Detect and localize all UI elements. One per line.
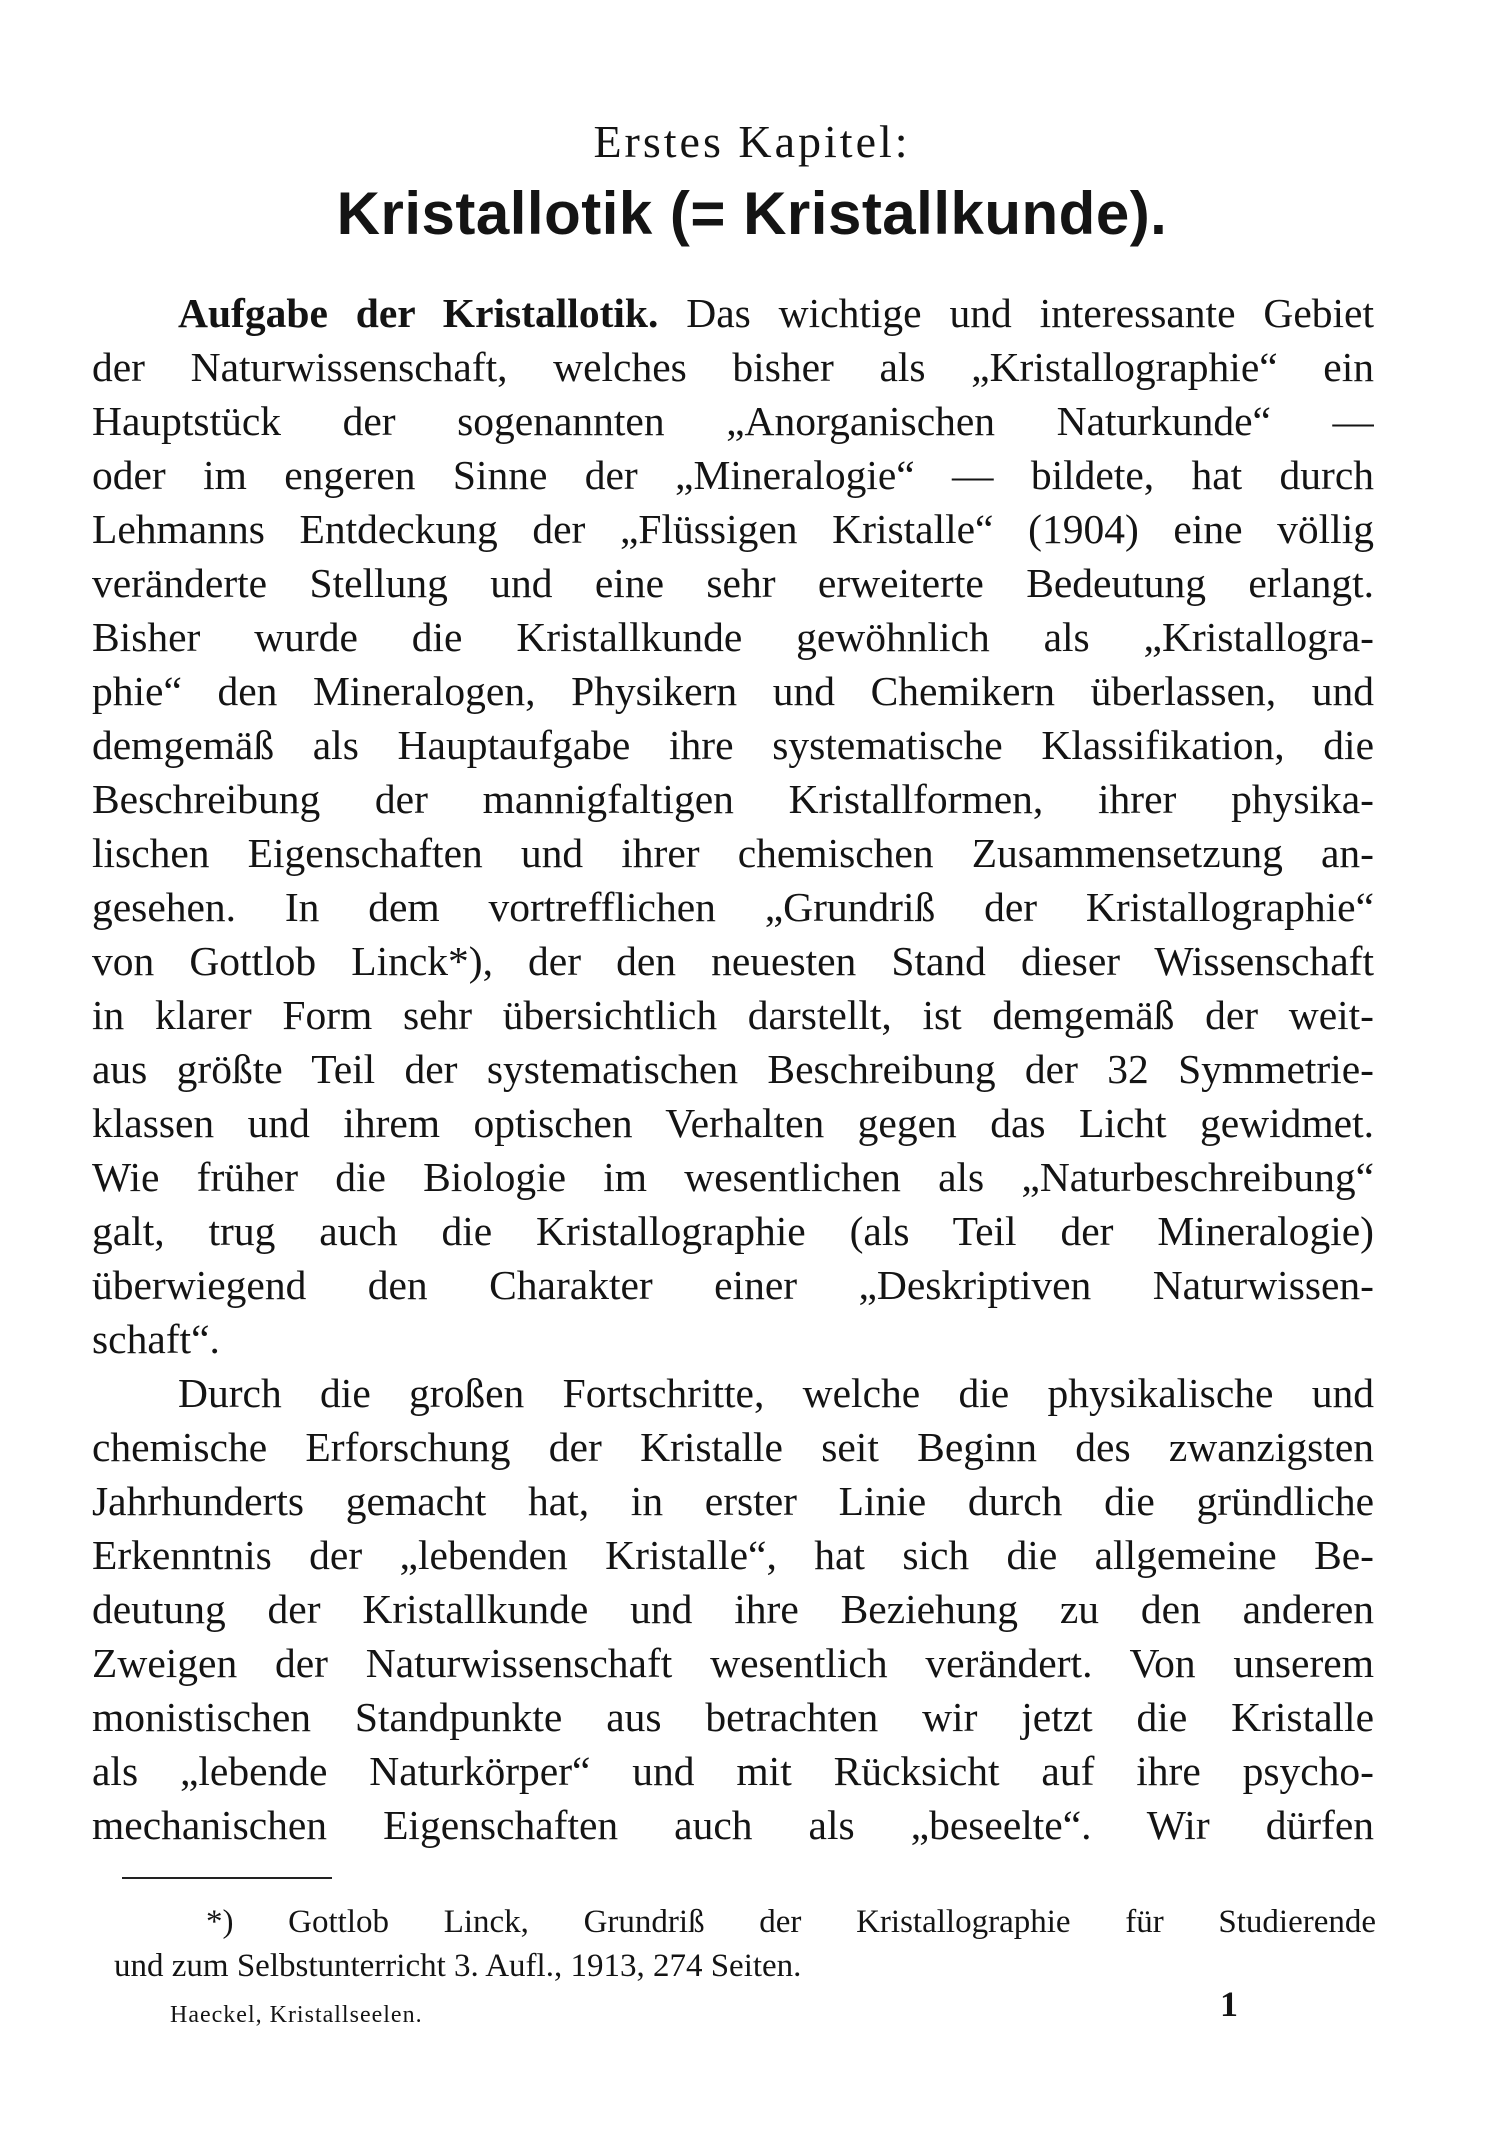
paragraph-1-line: veränderte Stellung und eine sehr erweiterte Bedeutung erlangt.	[92, 560, 1374, 606]
footnote-rule	[122, 1877, 332, 1879]
paragraph-2-line: als „lebende Naturkörper“ und mit Rücksicht auf ihre psycho-	[92, 1748, 1374, 1794]
paragraph-1-line: von Gottlob Linck*), der den neuesten Stand dieser Wissenschaft	[92, 938, 1374, 984]
paragraph-1-line: Wie früher die Biologie im wesentlichen als „Naturbeschreibung“	[92, 1154, 1374, 1200]
paragraph-1-line-1	[178, 286, 1374, 340]
paragraph-2-line: chemische Erforschung der Kristalle seit Beginn des zwanzigsten	[92, 1424, 1374, 1470]
paragraph-1-line-1-rest: Das wichtige und interessante Gebiet	[658, 290, 1374, 336]
paragraph-2-line: Jahrhunderts gemacht hat, in erster Linie durch die gründliche	[92, 1478, 1374, 1524]
paragraph-1-line: galt, trug auch die Kristallographie (als Teil der Mineralogie)	[92, 1208, 1374, 1254]
chapter-title: Kristallotik (= Kristallkunde).	[336, 180, 1168, 247]
paragraph-2-line: mechanischen Eigenschaften auch als „beseelte“. Wir dürfen	[92, 1802, 1374, 1848]
paragraph-1-line: oder im engeren Sinne der „Mineralogie“ — bildete, hat durch	[92, 452, 1374, 498]
paragraph-2-line: monistischen Standpunkte aus betrachten wir jetzt die Kristalle	[92, 1694, 1374, 1740]
paragraph-2-line: Erkenntnis der „lebenden Kristalle“, hat sich die allgemeine Be-	[92, 1532, 1374, 1578]
paragraph-1-line: demgemäß als Hauptaufgabe ihre systematische Klassifikation, die	[92, 722, 1374, 768]
paragraph-1-line: gesehen. In dem vortrefflichen „Grundriß der Kristallographie“	[92, 884, 1374, 930]
paragraph-1-line: phie“ den Mineralogen, Physikern und Chemikern überlassen, und	[92, 668, 1374, 714]
paragraph-1-line: Lehmanns Entdeckung der „Flüssigen Kristalle“ (1904) eine völlig	[92, 506, 1374, 552]
paragraph-1-line: in klarer Form sehr übersichtlich darstellt, ist demgemäß der weit-	[92, 992, 1374, 1038]
paragraph-1-line: lischen Eigenschaften und ihrer chemischen Zusammensetzung an-	[92, 830, 1374, 876]
paragraph-1-line: aus größte Teil der systematischen Beschreibung der 32 Symmetrie-	[92, 1046, 1374, 1092]
paragraph-1-line-last: schaft“.	[92, 1316, 220, 1362]
paragraph-2-line: deutung der Kristallkunde und ihre Beziehung zu den anderen	[92, 1586, 1374, 1632]
paragraph-1-line: klassen und ihrem optischen Verhalten gegen das Licht gewidmet.	[92, 1100, 1374, 1146]
paragraph-2-line-1: Durch die großen Fortschritte, welche die physikalische und	[178, 1370, 1374, 1416]
chapter-label: Erstes Kapitel:	[593, 116, 911, 167]
paragraph-1-line: überwiegend den Charakter einer „Deskriptiven Naturwissen-	[92, 1262, 1374, 1308]
paragraph-1-line: Bisher wurde die Kristallkunde gewöhnlich als „Kristallogra-	[92, 614, 1374, 660]
paragraph-1-line: der Naturwissenschaft, welches bisher als „Kristallographie“ ein	[92, 344, 1374, 390]
footnote-line-2: und zum Selbstunterricht 3. Aufl., 1913, 274 Seiten.	[114, 1948, 802, 1984]
paragraph-1-line: Beschreibung der mannigfaltigen Kristallformen, ihrer physika-	[92, 776, 1374, 822]
printer-signature: Haeckel, Kristallseelen.	[170, 2002, 423, 2028]
page-number: 1	[1220, 1984, 1238, 2024]
paragraph-1-line: Hauptstück der sogenannten „Anorganischen Naturkunde“ —	[92, 398, 1374, 444]
paragraph-2-line: Zweigen der Naturwissenschaft wesentlich verändert. Von unserem	[92, 1640, 1374, 1686]
footnote-line-1: *) Gottlob Linck, Grundriß der Kristallographie für Studierende	[206, 1904, 1376, 1940]
section-lead: Aufgabe der Kristallotik.	[178, 290, 659, 336]
